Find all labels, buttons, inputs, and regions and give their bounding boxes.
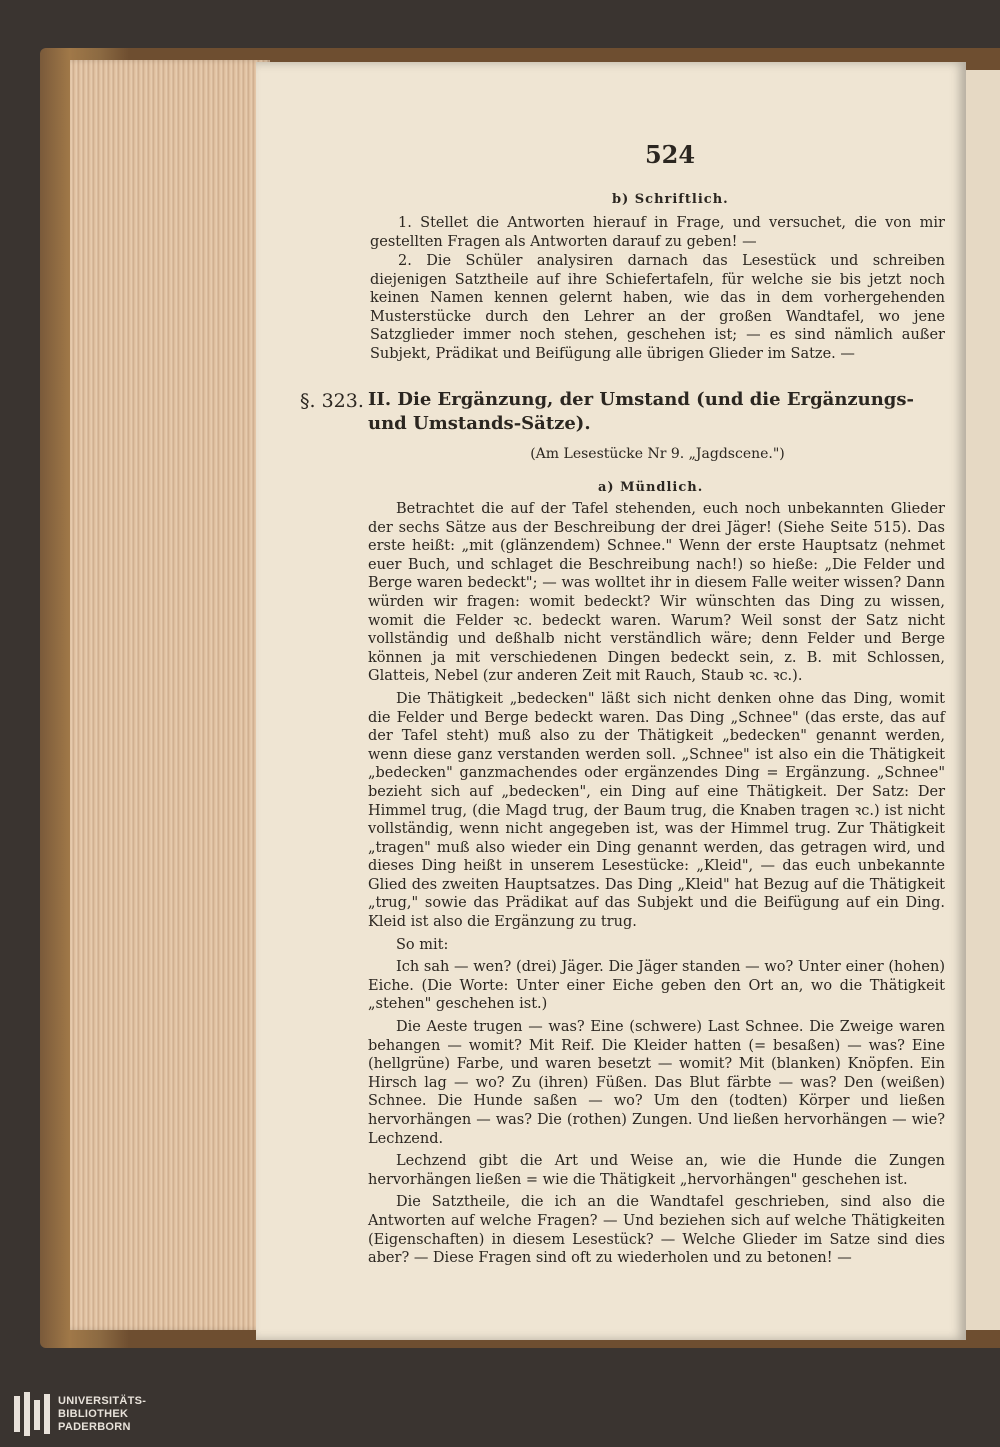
subhead-schriftlich: b) Schriftlich. xyxy=(612,192,729,207)
paragraph: Betrachtet die auf der Tafel stehenden, euch noch unbekannten Glieder der sechs Sätze aus der Beschreibung der drei Jäger! (Siehe Seite 515). Das erste heißt: „mit (glänzendem) Schnee." Wenn der erste Hauptsatz (nehmet euer Buch, und schlaget die Beschreibung nach!) so hieße: „Die Felder und Berge waren bedeckt"; — was wolltet ihr in diesem Falle weiter wissen? Dann würden wir fragen: womit bedeckt? Wir wünschten das Ding zu wissen, womit die Felder ꝛc. bedeckt waren. Warum? Weil sonst der Satz nicht vollständig und deßhalb nicht verständlich wäre; denn Felder und Berge können ja mit verschiedenen Dingen bedeckt sein, z. B. mit Schlossen, Glatteis, Nebel (zur anderen Zeit mit Rauch, Staub ꝛc. ꝛc.). xyxy=(368,501,945,685)
paragraph: Ich sah — wen? (drei) Jäger. Die Jäger standen — wo? Unter einer (hohen) Eiche. (Die Worte: Unter einer Eiche geben den Ort an, wo die Thätigkeit „stehen" geschehen ist.) xyxy=(368,959,945,1013)
section-number: §. 323. xyxy=(300,390,364,412)
section-source: (Am Lesestücke Nr 9. „Jagdscene.") xyxy=(530,446,785,462)
page-number: 524 xyxy=(644,140,696,169)
page-edges xyxy=(70,60,270,1330)
paragraph-text: 1. Stellet die Antworten hierauf in Frage, und versuchet, die von mir gestellten Fragen als Antworten darauf zu geben! — xyxy=(370,215,945,250)
logo-line: BIBLIOTHEK xyxy=(58,1407,129,1420)
paragraph-text: 2. Die Schüler analysiren darnach das Lesestück und schreiben diejenigen Satztheile auf ihre Schiefertafeln, für welche sie bis jetzt noch keinen Namen kennen gelernt haben, wie das in dem vorhergehenden Musterstücke durch den Lehrer an der großen Wandtafel, wo jene Satzglieder immer noch stehen, geschehen ist; — es sind nämlich außer Subjekt, Prädikat und Beifügung alle übrigen Glieder im Satze. — xyxy=(370,253,945,362)
paragraph: So mit: xyxy=(396,936,449,953)
subhead-muendlich: a) Mündlich. xyxy=(598,480,704,495)
paragraph: Die Thätigkeit „bedecken" läßt sich nicht denken ohne das Ding, womit die Felder und Berge bedeckt waren. Das Ding „Schnee" (das erste, das auf der Tafel steht) muß also zu der Thätigkeit „bedecken" genannt werden, wenn diese ganz verstanden werden soll. „Schnee" ist also ein die Thätigkeit „bedecken" ganzmachendes oder ergänzendes Ding = Ergänzung. „Schnee" bezieht sich auf „bedecken", ein Ding auf eine Thätigkeit. Der Satz: Der Himmel trug, (die Magd trug, der Baum trug, die Knaben tragen ꝛc.) ist nicht vollständig, wenn nicht angegeben ist, was der Himmel trug. Zur Thätigkeit „tragen" muß also wieder ein Ding genannt werden, das getragen wird, und dieses Ding heißt in unserem Lesestücke: „Kleid", — das euch unbekannte Glied des zweiten Hauptsatzes. Das Ding „Kleid" hat Bezug auf die Thätigkeit „trug," sowie das Prädikat auf das Subjekt und die Beifügung auf ein Ding. Kleid ist also die Ergänzung zu trug. xyxy=(368,690,945,931)
paragraph-b1 xyxy=(370,214,945,251)
library-logo xyxy=(14,1392,146,1436)
library-logo-icon xyxy=(14,1392,50,1436)
logo-line: PADERBORN xyxy=(58,1420,131,1433)
main-text xyxy=(368,500,945,1268)
paragraph: Lechzend gibt die Art und Weise an, wie die Hunde die Zungen hervorhängen ließen = wie die Thätigkeit „hervorhängen" geschehen ist. xyxy=(368,1153,945,1188)
next-page-edge xyxy=(962,70,1000,1330)
paragraph-b2 xyxy=(370,252,945,364)
logo-line: UNIVERSITÄTS- xyxy=(58,1394,147,1407)
paragraph: Die Aeste trugen — was? Eine (schwere) Last Schnee. Die Zweige waren behangen — womit? Mit Reif. Die Kleider hatten (= besaßen) — was? Eine (hellgrüne) Farbe, und waren besetzt — womit? Mit (blanken) Knöpfen. Ein Hirsch lag — wo? Zu (ihren) Füßen. Das Blut färbte — was? Den (weißen) Schnee. Die Hunde saßen — wo? Um den (todten) Körper und ließen hervorhängen — was? Die (rothen) Zungen. Und ließen hervorhängen — wie? Lechzend. xyxy=(368,1019,945,1147)
section-title: II. Die Ergänzung, der Umstand (und die Ergänzungs- und Umstands-Sätze). xyxy=(368,389,914,434)
library-logo-text xyxy=(58,1395,146,1434)
paragraph: Die Satztheile, die ich an die Wandtafel geschrieben, sind also die Antworten auf welche Fragen? — Und beziehen sich auf welche Thätigkeiten (Eigenschaften) in diesem Lesestück? — Welche Glieder im Satze sind dies aber? — Diese Fragen sind oft zu wiederholen und zu betonen! — xyxy=(368,1194,945,1267)
